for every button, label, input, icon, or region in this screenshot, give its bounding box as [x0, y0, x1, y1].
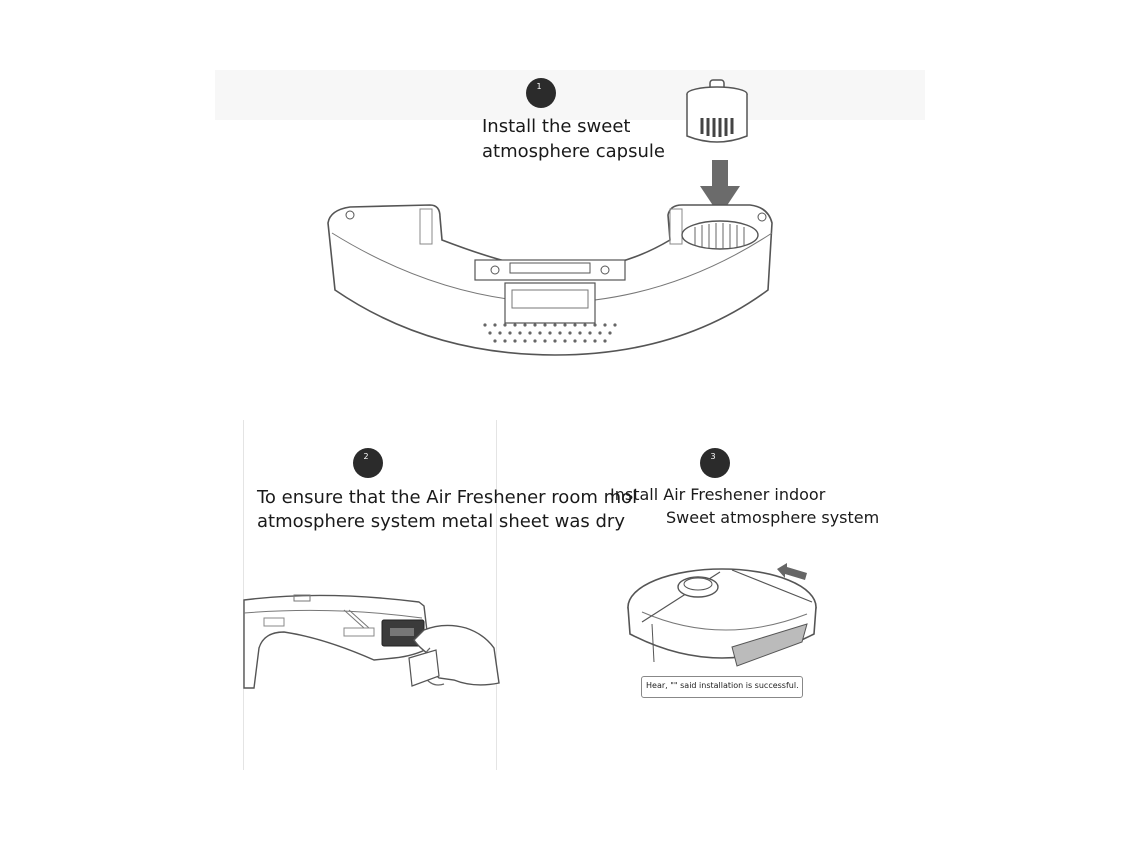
- insert-side-arrow-icon: [777, 563, 809, 585]
- step-1-badge: [526, 78, 556, 108]
- step-2-number: 2: [363, 452, 369, 461]
- step-2-caption-line2: atmosphere system metal sheet was dry: [257, 511, 625, 532]
- step-1-caption-line2: atmosphere capsule: [482, 141, 665, 162]
- step-1-number: 1: [536, 82, 542, 91]
- dustbin-illustration: [320, 195, 790, 365]
- capsule-illustration: [680, 78, 770, 158]
- step-2-caption-line1: To ensure that the Air Freshener room mol: [257, 487, 638, 508]
- step-2-badge: [353, 448, 383, 478]
- wiping-metal-sheet-illustration: [244, 588, 504, 708]
- step-3-badge: [700, 448, 730, 478]
- success-note-text: Hear, "" said installation is successful.: [646, 681, 799, 690]
- step-3-caption-line1: Install Air Freshener indoor: [610, 485, 826, 504]
- step-3-caption-line2: Sweet atmosphere system: [666, 508, 880, 527]
- step-3-number: 3: [710, 452, 716, 461]
- header-band: [215, 70, 925, 120]
- step-1-caption-line1: Install the sweet: [482, 116, 631, 137]
